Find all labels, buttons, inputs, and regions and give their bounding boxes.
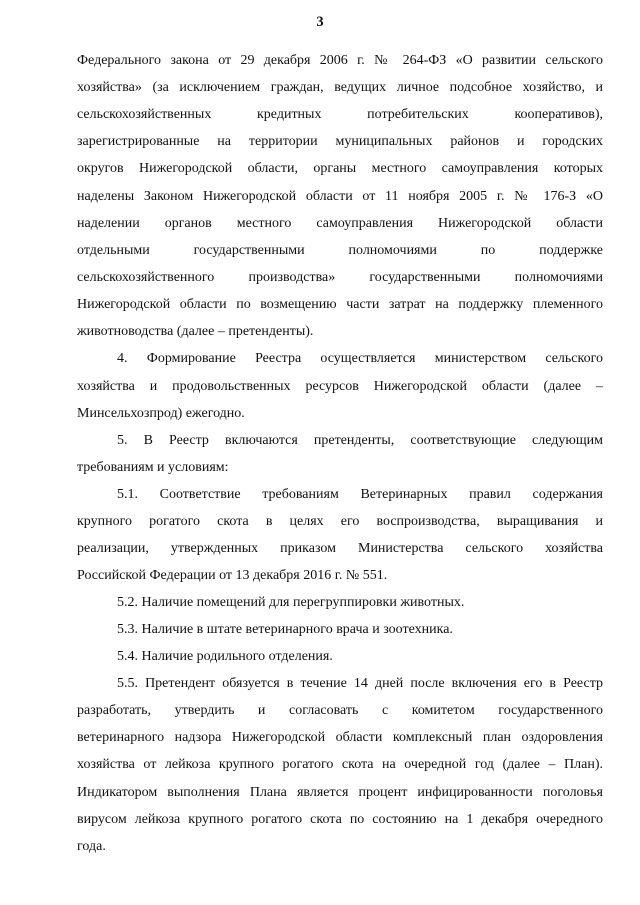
text-line: наделении органов местного самоуправления Нижегородской области [77,216,603,231]
text-line: сельскохозяйственного производства» государственными полномочиями [77,270,603,285]
text-line: реализации, утвержденных приказом Министерства сельского хозяйства [77,541,603,556]
text-line: требованиям и условиям: [77,460,229,475]
text-line: 5.4. Наличие родильного отделения. [117,649,333,664]
text-line: разработать, утвердить и согласовать с комитетом государственного [77,703,603,718]
text-line: Федерального закона от 29 декабря 2006 г. № 264-ФЗ «О развитии сельского [77,53,603,68]
text-line: года. [77,839,106,854]
text-line: 5.2. Наличие помещений для перегруппировки животных. [117,595,465,610]
text-line: 5. В Реестр включаются претенденты, соответствующие следующим [117,433,603,448]
text-line: 4. Формирование Реестра осуществляется министерством сельского [117,351,603,366]
text-line: округов Нижегородской области, органы местного самоуправления которых [77,161,603,176]
text-line: вирусом лейкоза крупного рогатого скота по состоянию на 1 декабря очередного [77,812,603,827]
text-line: 5.3. Наличие в штате ветеринарного врача и зоотехника. [117,622,453,637]
text-line: отдельными государственными полномочиями по поддержке [77,243,603,258]
text-line: сельскохозяйственных кредитных потребительских кооперативов), [77,107,603,122]
text-line: Минсельхозпрод) ежегодно. [77,406,245,421]
text-line: хозяйства и продовольственных ресурсов Нижегородской области (далее – [77,379,603,394]
text-line: крупного рогатого скота в целях его воспроизводства, выращивания и [77,514,603,529]
text-line: Индикатором выполнения Плана является процент инфицированности поголовья [77,785,603,800]
text-line: 5.5. Претендент обязуется в течение 14 дней после включения его в Реестр [117,676,603,691]
text-line: хозяйства» (за исключением граждан, ведущих личное подсобное хозяйство, и [77,80,603,95]
text-line: зарегистрированные на территории муниципальных районов и городских [77,134,603,149]
text-line: наделены Законом Нижегородской области от 11 ноября 2005 г. № 176-З «О [77,189,603,204]
text-line: Нижегородской области по возмещению части затрат на поддержку племенного [77,297,603,312]
text-line: 5.1. Соответствие требованиям Ветеринарных правил содержания [117,487,603,502]
text-line: хозяйства от лейкоза крупного рогатого скота на очередной год (далее – План). [77,757,603,772]
text-line: Российской Федерации от 13 декабря 2016 г. № 551. [77,568,388,583]
text-line: ветеринарного надзора Нижегородской области комплексный план оздоровления [77,730,603,745]
page-number: 3 [316,14,324,30]
text-line: животноводства (далее – претенденты). [77,324,314,339]
